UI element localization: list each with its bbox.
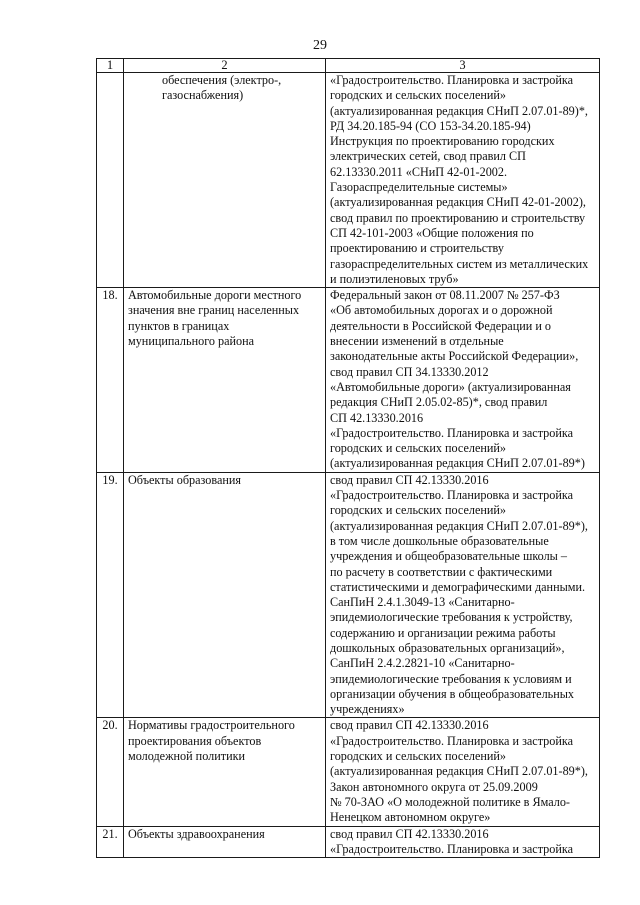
normative-cell [326,472,600,718]
normative-line: «Градостроительство. Планировка и застройка [330,488,574,503]
normative-line: № 70-ЗАО «О молодежной политике в Ямало- [330,794,570,809]
table-row [97,718,600,826]
normative-line: городских и сельских поселений» [330,749,507,764]
normative-line: СанПиН 2.4.2.2821-10 «Санитарно- [330,656,515,671]
object-name-cell [124,288,326,473]
normative-line: содержанию и организации режима работы [330,625,556,640]
row-number: 18. [97,288,124,473]
normative-cell [326,826,600,858]
table-row [97,288,600,473]
normative-line: законодательные акты Российской Федерации», [330,349,579,364]
normative-line: свод правил СП 42.13330.2016 [330,826,489,841]
normative-line: эпидемиологические требования к устройству, [330,610,573,625]
page-number: 29 [313,38,327,53]
normative-line: статистическими и демографическими данными. [330,579,586,594]
normative-line: организации обучения в общеобразовательных [330,686,575,701]
normative-line: РД 34.20.185-94 (СО 153-34.20.185-94) [330,118,531,133]
row-number [97,73,124,288]
normative-line: в том числе дошкольные образовательные [330,533,549,548]
object-name-cell [124,73,326,288]
normative-line: (актуализированная редакция СНиП 2.07.01-89*) [330,456,585,471]
normative-line: «Градостроительство. Планировка и застройка [330,425,574,440]
column-header-3: 3 [326,59,600,73]
object-name-line: значения вне границ населенных [128,303,300,318]
normative-cell [326,718,600,826]
normative-line: дошкольных образовательных организаций», [330,640,565,655]
normative-line: «Автомобильные дороги» (актуализированная [330,379,571,394]
object-name-line: Нормативы градостроительного [128,718,295,733]
normative-line: «Об автомобильных дорогах и о дорожной [330,303,553,318]
normative-line: Ненецком автономном округе» [330,810,491,825]
normative-line: Инструкция по проектированию городских [330,134,555,149]
row-number: 20. [97,718,124,826]
table-row [97,826,600,858]
normative-line: газораспределительных систем из металлических [330,256,589,271]
normative-line: 62.13330.2011 «СНиП 42-01-2002. [330,164,508,179]
normative-line: городских и сельских поселений» [330,441,507,456]
normative-line: (актуализированная редакция СНиП 2.07.01-89*), [330,518,588,533]
row-number: 19. [97,472,124,718]
normative-cell [326,288,600,473]
column-header-2: 2 [124,59,326,73]
normative-line: свод правил по проектированию и строительству [330,210,586,225]
table-row [97,472,600,718]
normative-line: «Градостроительство. Планировка и застройка [330,733,574,748]
normative-line: СП 42.13330.2016 [330,410,424,425]
normative-line: городских и сельских поселений» [330,503,507,518]
object-name-line: муниципального района [128,334,255,349]
object-name-line: проектирования объектов [128,733,262,748]
normative-line: городских и сельских поселений» [330,88,507,103]
normative-line: деятельности в Российской Федерации и о [330,318,551,333]
normative-line: (актуализированная редакция СНиП 42-01-2002), [330,195,586,210]
normative-line: и полиэтиленовых труб» [330,271,459,286]
normative-line: редакция СНиП 2.05.02-85)*, свод правил [330,395,548,410]
object-name-cell [124,472,326,718]
normative-line: электрических сетей, свод правил СП [330,149,526,164]
table-row [97,73,600,288]
object-name-line: Объекты здравоохранения [128,826,265,841]
normative-line: учреждениях» [330,702,405,717]
object-name-line: молодежной политики [128,749,246,764]
column-header-1: 1 [97,59,124,73]
normative-line: эпидемиологические требования к условиям и [330,671,572,686]
normative-line: учреждения и общеобразовательные школы – [330,549,568,564]
normative-line: свод правил СП 42.13330.2016 [330,472,489,487]
normative-line: проектированию и строительству [330,241,504,256]
normative-line: внесении изменений в отдельные [330,334,504,349]
table-header-row [97,59,600,73]
normative-line: свод правил СП 34.13330.2012 [330,364,489,379]
object-name-line: газоснабжения) [162,88,244,103]
normative-line: по расчету в соответствии с фактическими [330,564,553,579]
row-number: 21. [97,826,124,858]
object-name-line: Автомобильные дороги местного [128,288,302,303]
normative-line: СП 42-101-2003 «Общие положения по [330,225,534,240]
normative-line: Газораспределительные системы» [330,180,508,195]
normative-line: (актуализированная редакция СНиП 2.07.01-89)*, [330,103,588,118]
normative-line: СанПиН 2.4.1.3049-13 «Санитарно- [330,595,515,610]
normative-line: Федеральный закон от 08.11.2007 № 257-ФЗ [330,288,560,303]
normative-cell [326,73,600,288]
object-name-cell [124,718,326,826]
object-name-line: обеспечения (электро-, [162,73,282,87]
object-name-line: пунктов в границах [128,318,230,333]
normative-line: Закон автономного округа от 25.09.2009 [330,779,538,794]
normative-line: свод правил СП 42.13330.2016 [330,718,489,733]
object-name-line: Объекты образования [128,472,242,487]
norms-table [96,58,600,858]
normative-line: (актуализированная редакция СНиП 2.07.01-89*), [330,764,588,779]
object-name-cell [124,826,326,858]
normative-line: «Градостроительство. Планировка и застройка [330,73,574,87]
normative-line: «Градостроительство. Планировка и застройка [330,841,574,856]
